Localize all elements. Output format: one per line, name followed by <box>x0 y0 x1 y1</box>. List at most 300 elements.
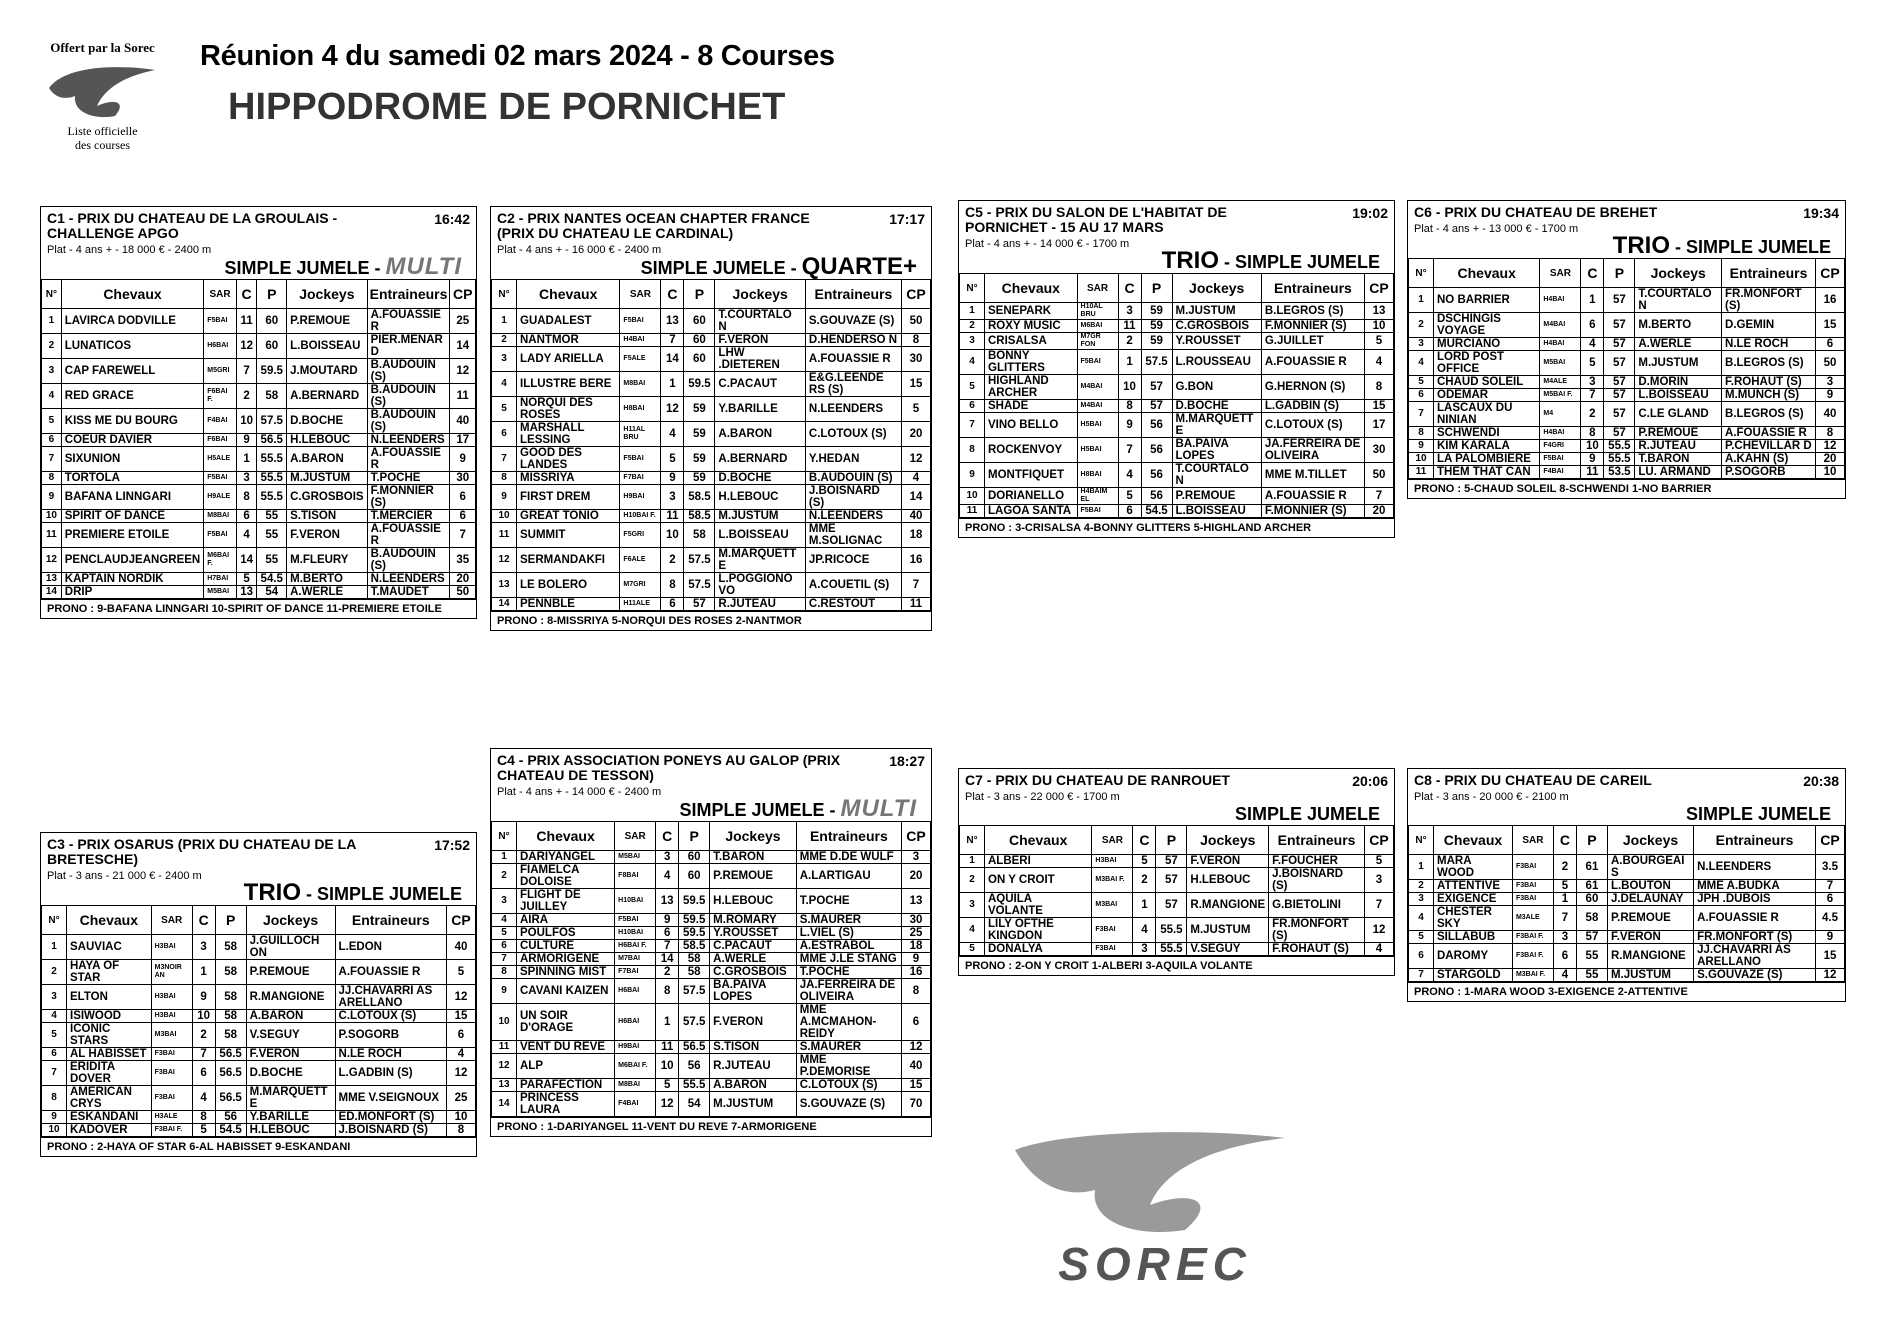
runner-cell: T.BARON <box>1635 453 1722 466</box>
sorec-header-logo <box>40 40 165 158</box>
runner-cell: JA.FERREIRA DE OLIVEIRA <box>1261 438 1364 463</box>
runner-cell: M3BAI <box>151 1023 192 1048</box>
runner-cell: 15 <box>1816 944 1845 969</box>
runner-cell: 5 <box>960 375 985 400</box>
runner-cell: 2 <box>492 864 517 889</box>
runner-cell: C.LOTOUX (S) <box>335 1010 446 1023</box>
runner-row <box>492 598 931 611</box>
runner-cell: ELTON <box>67 985 152 1010</box>
runner-cell: M4BAI <box>1540 313 1581 338</box>
runner-cell: 20 <box>902 864 931 889</box>
runner-cell: 59 <box>684 472 715 485</box>
runner-cell: F5BAI <box>1077 350 1118 375</box>
runner-row <box>492 573 931 598</box>
runner-cell: 8 <box>661 573 684 598</box>
runner-cell: MME M.SOLIGNAC <box>805 523 901 548</box>
runner-cell: 4 <box>1365 350 1394 375</box>
runner-row <box>960 333 1394 350</box>
runner-row <box>960 400 1394 413</box>
runner-cell: 5 <box>1133 855 1156 868</box>
runner-cell: M.JUSTUM <box>1635 351 1722 376</box>
runner-cell: STARGOLD <box>1434 969 1513 982</box>
race-time: 20:06 <box>1352 773 1388 789</box>
runner-cell: 50 <box>450 586 476 599</box>
runner-cell: GREAT TONIO <box>517 510 620 523</box>
runner-cell: 7 <box>1816 880 1845 893</box>
column-header: SAR <box>1077 274 1118 303</box>
runner-cell: A.KAHN (S) <box>1722 453 1816 466</box>
runner-cell: 3 <box>1409 338 1434 351</box>
race-conditions: Plat - 3 ans - 20 000 € - 2100 m <box>1414 791 1569 803</box>
runner-cell: H8BAI <box>1077 463 1118 488</box>
runner-cell: H6BAI <box>615 979 656 1004</box>
runner-cell: 10 <box>1409 453 1434 466</box>
runner-cell: 57 <box>1604 313 1635 338</box>
runner-cell: C.LOTOUX (S) <box>805 422 901 447</box>
runner-cell: 40 <box>902 1054 931 1079</box>
runner-cell: MME A.BUDKA <box>1694 880 1816 893</box>
runner-cell: 56 <box>1141 463 1172 488</box>
runner-cell: 2 <box>1409 313 1434 338</box>
runner-row <box>492 372 931 397</box>
runner-cell: C.GROSBOIS <box>1172 320 1261 333</box>
runner-cell: CRISALSA <box>985 333 1078 350</box>
runner-cell: 9 <box>236 434 257 447</box>
runner-cell: C.LOTOUX (S) <box>1261 413 1364 438</box>
runner-cell: 57.5 <box>257 409 287 434</box>
runner-cell: P.CHEVILLAR D <box>1722 440 1816 453</box>
runner-cell: 60 <box>1576 893 1607 906</box>
runner-cell: 4 <box>1133 918 1156 943</box>
runner-cell: H9BAI <box>615 1041 656 1054</box>
runner-cell: 1 <box>236 447 257 472</box>
runner-cell: 55 <box>1576 969 1607 982</box>
runner-cell: VENT DU REVE <box>517 1041 615 1054</box>
column-header: C <box>1118 274 1141 303</box>
runner-cell: F.VERON <box>710 1004 797 1041</box>
runner-cell: ALP <box>517 1054 615 1079</box>
runner-cell: 59 <box>1141 320 1172 333</box>
column-header: Entraineurs <box>1722 259 1816 288</box>
runner-cell: 55.5 <box>257 447 287 472</box>
race-prono: PRONO : 8-MISSRIYA 5-NORQUI DES ROSES 2-NANTMOR <box>491 611 931 630</box>
runner-cell: 4 <box>960 350 985 375</box>
runner-cell: A.BOURGEAI S <box>1607 855 1693 880</box>
runner-cell: 10 <box>42 510 62 523</box>
runner-cell: R.JUTEAU <box>710 1054 797 1079</box>
runner-cell: 5 <box>42 409 62 434</box>
race-time: 20:38 <box>1803 773 1839 789</box>
runner-cell: PENCLAUDJEANGREEN <box>61 548 203 573</box>
runner-row <box>1409 402 1845 427</box>
runner-cell: 6 <box>960 400 985 413</box>
runner-cell: N.LEENDERS <box>367 573 450 586</box>
runner-cell: SILLABUB <box>1434 931 1513 944</box>
runner-cell: 9 <box>1581 453 1604 466</box>
runner-cell: 13 <box>656 889 679 914</box>
runner-cell: 4 <box>447 1048 476 1061</box>
runner-cell: L.GADBIN (S) <box>1261 400 1364 413</box>
runner-row <box>492 1079 931 1092</box>
runner-cell: M3ALE <box>1512 906 1553 931</box>
runner-row <box>1409 906 1845 931</box>
runner-cell: 55 <box>1576 944 1607 969</box>
runner-cell: 11 <box>656 1041 679 1054</box>
runner-cell: M3BAI F. <box>1512 969 1553 982</box>
column-header: CP <box>902 822 931 851</box>
runner-cell: N.LE ROCH <box>335 1048 446 1061</box>
runner-cell: T.COURTALO N <box>715 309 805 334</box>
runner-cell: R.MANGIONE <box>1607 944 1693 969</box>
runner-cell: F3BAI F. <box>151 1124 192 1137</box>
runner-cell: AL HABISSET <box>67 1048 152 1061</box>
runner-cell: 14 <box>492 1092 517 1117</box>
runner-row <box>492 1041 931 1054</box>
runner-cell: 10 <box>656 1054 679 1079</box>
runner-cell: 30 <box>1365 438 1394 463</box>
runner-cell: 9 <box>1118 413 1141 438</box>
runner-cell: D.GEMIN <box>1722 313 1816 338</box>
column-header: Jockeys <box>287 280 367 309</box>
runners-table <box>491 821 931 1117</box>
runners-table <box>959 273 1394 518</box>
race-title: C7 - PRIX DU CHATEAU DE RANROUET <box>965 772 1230 788</box>
race-card-c3 <box>40 832 477 1157</box>
runner-cell: HAYA OF STAR <box>67 960 152 985</box>
runner-cell: 14 <box>661 347 684 372</box>
runner-cell: M4 <box>1540 402 1581 427</box>
runner-cell: 7 <box>1118 438 1141 463</box>
runner-row <box>1409 288 1845 313</box>
runner-cell: F3BAI F. <box>1512 944 1553 969</box>
runner-cell: 12 <box>236 334 257 359</box>
runner-row <box>492 1092 931 1117</box>
column-header: Chevaux <box>985 274 1078 303</box>
column-header: Chevaux <box>1434 826 1513 855</box>
runner-cell: 9 <box>902 953 931 966</box>
race-card-c6 <box>1407 200 1846 499</box>
runner-cell: M.JUSTUM <box>1607 969 1693 982</box>
runner-cell: DAROMY <box>1434 944 1513 969</box>
runner-cell: 8 <box>42 472 62 485</box>
runner-cell: T.POCHE <box>796 889 901 914</box>
runner-row <box>960 918 1394 943</box>
runner-cell: S.GOUVAZE (S) <box>1694 969 1816 982</box>
runner-cell: 2 <box>42 960 67 985</box>
runner-cell: 4 <box>1581 338 1604 351</box>
runner-cell: 2 <box>1581 402 1604 427</box>
column-header: Chevaux <box>517 822 615 851</box>
runner-row <box>492 1004 931 1041</box>
runner-cell: 4.5 <box>1816 906 1845 931</box>
runner-row <box>42 1061 476 1086</box>
runner-cell: LU. ARMAND <box>1635 466 1722 479</box>
column-header: CP <box>1816 826 1845 855</box>
runner-cell: 4 <box>192 1086 215 1111</box>
runner-cell: MME V.SEIGNOUX <box>335 1086 446 1111</box>
runner-cell: SIXUNION <box>61 447 203 472</box>
race-title: C1 - PRIX DU CHATEAU DE LA GROULAIS - CHALLENGE APGO <box>47 210 338 241</box>
runner-cell: 10 <box>960 488 985 505</box>
runner-cell: 57 <box>1576 931 1607 944</box>
runner-cell: 3 <box>1816 376 1845 389</box>
race-bet-types <box>47 253 470 280</box>
runner-cell: 8 <box>902 979 931 1004</box>
column-header: C <box>661 280 684 309</box>
meeting-title: Réunion 4 du samedi 02 mars 2024 - 8 Courses <box>200 40 835 72</box>
runner-cell: ED.MONFORT (S) <box>335 1111 446 1124</box>
race-time: 17:17 <box>889 211 925 227</box>
race-conditions: Plat - 3 ans - 21 000 € - 2400 m <box>47 870 202 882</box>
runner-cell: 7 <box>1581 389 1604 402</box>
runner-cell: 54.5 <box>215 1124 246 1137</box>
runner-cell: THEM THAT CAN <box>1434 466 1540 479</box>
runner-cell: T.MERCIER <box>367 510 450 523</box>
runner-cell: F5BAI <box>620 447 661 472</box>
runner-cell: 10 <box>661 523 684 548</box>
runner-cell: GOOD DES LANDES <box>517 447 620 472</box>
runner-row <box>42 334 476 359</box>
runner-cell: T.COURTALO N <box>1635 288 1722 313</box>
runner-cell: KISS ME DU BOURG <box>61 409 203 434</box>
runner-row <box>492 334 931 347</box>
runner-cell: A.FOUASSIE R <box>1261 488 1364 505</box>
runner-cell: F5ALE <box>620 347 661 372</box>
race-title: C5 - PRIX DU SALON DE L'HABITAT DE PORNICHET - 15 AU 17 MARS <box>965 204 1227 235</box>
column-header: N° <box>960 826 985 855</box>
race-time: 18:27 <box>889 753 925 769</box>
runner-cell: 56.5 <box>257 434 287 447</box>
runner-cell: 3 <box>902 851 931 864</box>
runner-cell: 1 <box>1553 893 1576 906</box>
runner-cell: NANTMOR <box>517 334 620 347</box>
runner-cell: ISIWOOD <box>67 1010 152 1023</box>
runner-cell: F5BAI <box>204 472 237 485</box>
logo-caption-top: Offert par la Sorec <box>50 40 155 55</box>
runner-cell: M8BAI <box>620 372 661 397</box>
runners-table <box>41 905 476 1137</box>
runner-cell: 60 <box>257 309 287 334</box>
runner-cell: 15 <box>1365 400 1394 413</box>
runner-cell: 17 <box>450 434 476 447</box>
race-prono: PRONO : 5-CHAUD SOLEIL 8-SCHWENDI 1-NO BARRIER <box>1408 479 1845 498</box>
runner-cell: 12 <box>1816 969 1845 982</box>
runner-cell: B.LEGROS (S) <box>1722 351 1816 376</box>
column-header: Chevaux <box>61 280 203 309</box>
runner-row <box>492 979 931 1004</box>
runner-cell: B.AUDOUIN (S) <box>367 359 450 384</box>
runner-cell: JJ.CHAVARRI AS ARELLANO <box>335 985 446 1010</box>
runner-cell: A.WERLE <box>1635 338 1722 351</box>
runner-cell: 3 <box>42 985 67 1010</box>
runner-cell: 40 <box>450 409 476 434</box>
race-prono: PRONO : 2-HAYA OF STAR 6-AL HABISSET 9-ESKANDANI <box>41 1137 476 1156</box>
runner-cell: 4 <box>1118 463 1141 488</box>
runner-cell: H3BAI <box>151 985 192 1010</box>
runner-cell: 57 <box>1141 375 1172 400</box>
runner-row <box>1409 427 1845 440</box>
runner-cell: 70 <box>902 1092 931 1117</box>
runner-cell: A.BARON <box>710 1079 797 1092</box>
column-header: CP <box>450 280 476 309</box>
runner-cell: AIRA <box>517 914 615 927</box>
runner-cell: Y.HEDAN <box>805 447 901 472</box>
runner-cell: F6BAI F. <box>204 384 237 409</box>
runner-cell: 12 <box>447 1061 476 1086</box>
runner-cell: 1 <box>656 1004 679 1041</box>
runner-cell: C.GROSBOIS <box>710 966 797 979</box>
runner-row <box>960 350 1394 375</box>
runner-row <box>492 914 931 927</box>
runner-cell: FLIGHT DE JUILLEY <box>517 889 615 914</box>
runner-cell: F3BAI <box>1092 943 1133 956</box>
runner-cell: 3 <box>1553 931 1576 944</box>
runner-cell: D.MORIN <box>1635 376 1722 389</box>
runner-cell: 54 <box>679 1092 710 1117</box>
runner-cell: H5BAI <box>1077 413 1118 438</box>
race-conditions: Plat - 4 ans + - 18 000 € - 2400 m <box>47 244 212 256</box>
runner-cell: 30 <box>902 347 931 372</box>
runner-cell: H3BAI <box>1092 855 1133 868</box>
runner-cell: 2 <box>1133 868 1156 893</box>
runner-cell: M5BAI <box>204 586 237 599</box>
column-header: N° <box>960 274 985 303</box>
runner-cell: F.FOUCHER <box>1269 855 1365 868</box>
runner-cell: 9 <box>450 447 476 472</box>
runner-cell: 10 <box>1581 440 1604 453</box>
runner-cell: DARIYANGEL <box>517 851 615 864</box>
runner-cell: 14 <box>492 598 517 611</box>
runner-cell: 6 <box>450 485 476 510</box>
runner-cell: 6 <box>1553 944 1576 969</box>
runner-cell: 11 <box>661 510 684 523</box>
runner-cell: F7BAI <box>620 472 661 485</box>
runner-cell: 59.5 <box>679 914 710 927</box>
runner-cell: 57.5 <box>679 1004 710 1041</box>
runner-cell: 58 <box>679 966 710 979</box>
runner-cell: F.MONNIER (S) <box>367 485 450 510</box>
runner-cell: ERIDITA DOVER <box>67 1061 152 1086</box>
runner-cell: PARAFECTION <box>517 1079 615 1092</box>
runner-cell: A.BERNARD <box>715 447 805 472</box>
runner-row <box>42 586 476 599</box>
runner-cell: F5BAI <box>1540 453 1581 466</box>
column-header: P <box>1604 259 1635 288</box>
runner-row <box>1409 466 1845 479</box>
runner-cell: 17 <box>1365 413 1394 438</box>
runner-row <box>1409 351 1845 376</box>
runner-cell: A.FOUASSIE R <box>1722 427 1816 440</box>
runner-cell: 58.5 <box>684 485 715 510</box>
runner-cell: 40 <box>902 510 931 523</box>
runner-cell: 60 <box>684 334 715 347</box>
race-header <box>41 207 476 279</box>
runner-cell: 30 <box>450 472 476 485</box>
runner-cell: 58 <box>257 384 287 409</box>
runner-cell: 4 <box>492 914 517 927</box>
runner-row <box>42 359 476 384</box>
runner-cell: 10 <box>1365 320 1394 333</box>
race-title: C6 - PRIX DU CHATEAU DE BREHET <box>1414 204 1658 220</box>
runner-cell: 8 <box>902 334 931 347</box>
runner-cell: 10 <box>492 1004 517 1041</box>
runner-row <box>960 375 1394 400</box>
runner-cell: 5 <box>42 1023 67 1048</box>
runner-cell: 6 <box>1816 893 1845 906</box>
runner-cell: L.EDON <box>335 935 446 960</box>
race-bet-types <box>1414 803 1839 825</box>
runner-cell: 60 <box>684 347 715 372</box>
runner-cell: H4BAI <box>1540 338 1581 351</box>
runner-cell: 58 <box>1576 906 1607 931</box>
runner-cell: L.BOUTON <box>1607 880 1693 893</box>
runner-cell: M5BAI F. <box>1540 389 1581 402</box>
runner-cell: P.REMOUE <box>1635 427 1722 440</box>
runner-cell: AMERICAN CRYS <box>67 1086 152 1111</box>
runner-cell: 56.5 <box>215 1061 246 1086</box>
runner-cell: 5 <box>656 1079 679 1092</box>
runner-row <box>1409 855 1845 880</box>
runner-cell: 7 <box>902 573 931 598</box>
runner-cell: F3BAI <box>151 1086 192 1111</box>
runner-cell: 2 <box>1118 333 1141 350</box>
race-header <box>41 833 476 905</box>
runner-cell: 13 <box>492 573 517 598</box>
runner-cell: M.MUNCH (S) <box>1722 389 1816 402</box>
runner-cell: 15 <box>447 1010 476 1023</box>
column-header: SAR <box>1512 826 1553 855</box>
runner-cell: 12 <box>492 548 517 573</box>
runner-cell: H5ALE <box>204 447 237 472</box>
runner-cell: 59.5 <box>679 927 710 940</box>
runner-cell: F.ROHAUT (S) <box>1269 943 1365 956</box>
runner-cell: L.BOISSEAU <box>715 523 805 548</box>
runner-cell: EXIGENCE <box>1434 893 1513 906</box>
runner-cell: 57 <box>1156 868 1187 893</box>
runner-cell: DSCHINGIS VOYAGE <box>1434 313 1540 338</box>
runner-cell: 3 <box>1118 303 1141 320</box>
runner-cell: F5BAI <box>204 309 237 334</box>
runner-row <box>492 347 931 372</box>
runner-cell: 3.5 <box>1816 855 1845 880</box>
runner-cell: F3BAI F. <box>1512 931 1553 944</box>
runner-cell: 20 <box>902 422 931 447</box>
runner-cell: 8 <box>492 472 517 485</box>
runner-cell: H10BAI <box>615 927 656 940</box>
runner-cell: PREMIERE ETOILE <box>61 523 203 548</box>
runner-cell: 7 <box>1365 488 1394 505</box>
bet-type-secondary: - SIMPLE JUMELE <box>1218 252 1380 272</box>
runner-cell: D.BOCHE <box>1172 400 1261 413</box>
runner-cell: KIM KARALA <box>1434 440 1540 453</box>
runner-cell: Y.ROUSSET <box>1172 333 1261 350</box>
runner-cell: 57 <box>1141 400 1172 413</box>
runner-cell: S.TISON <box>287 510 367 523</box>
runner-row <box>960 438 1394 463</box>
runner-cell: 55.5 <box>257 485 287 510</box>
runner-cell: 6 <box>450 510 476 523</box>
runner-row <box>42 1010 476 1023</box>
runner-cell: V.SEGUY <box>246 1023 335 1048</box>
runner-row <box>42 409 476 434</box>
runner-cell: 20 <box>1365 505 1394 518</box>
runner-cell: 12 <box>42 548 62 573</box>
runner-row <box>960 893 1394 918</box>
runner-cell: LADY ARIELLA <box>517 347 620 372</box>
runner-cell: 4 <box>1409 351 1434 376</box>
runner-cell: S.MAURER <box>796 1041 901 1054</box>
runner-cell: 57 <box>1156 855 1187 868</box>
